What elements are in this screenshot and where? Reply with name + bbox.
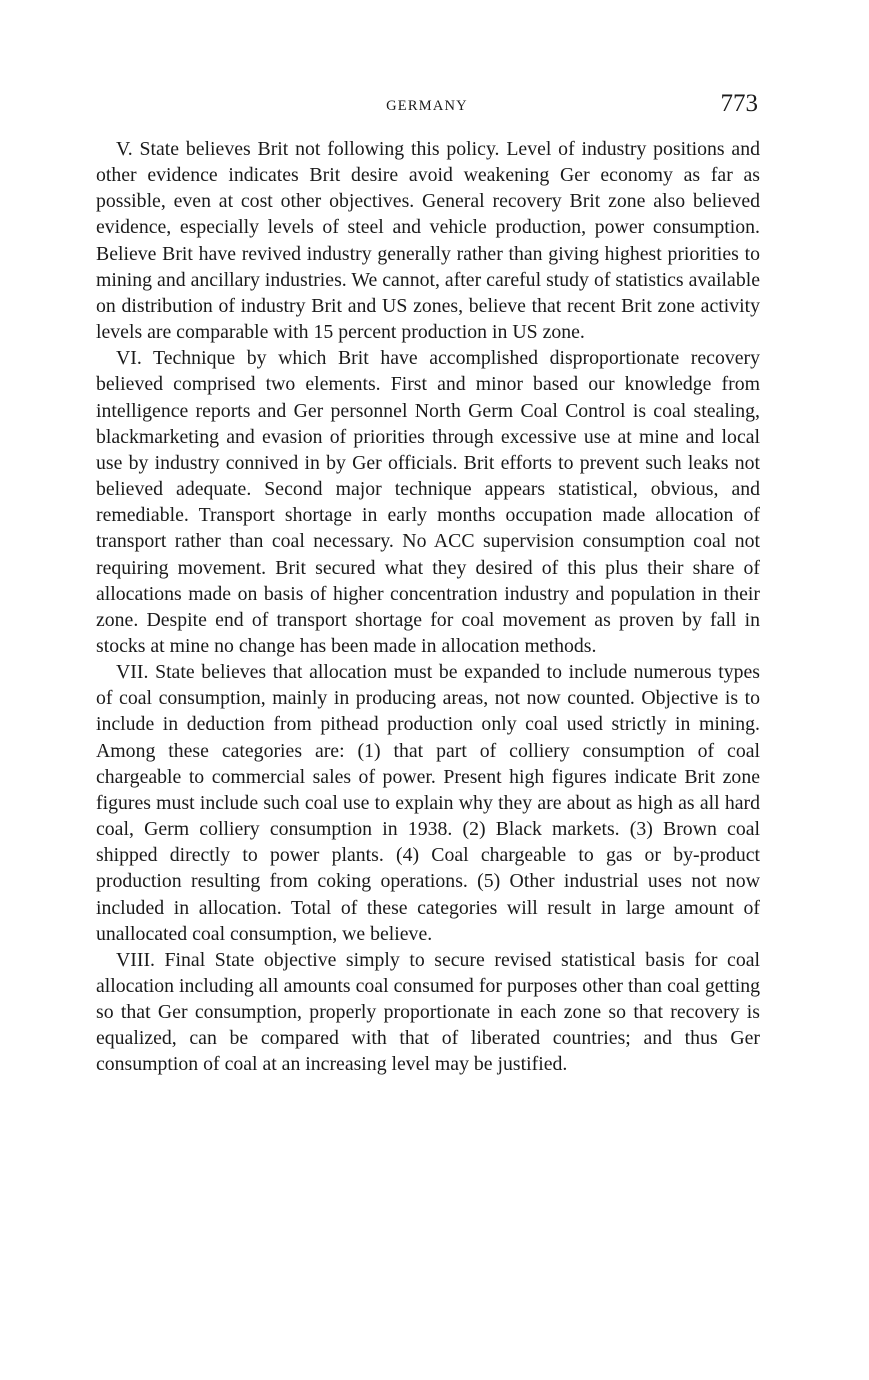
running-head — [96, 90, 758, 126]
paragraph-vii: VII. State believes that allocation must be expanded to include numerous types of coal consumption, mainly in producing areas, not now counted. Objective is to include in deduction from pithead production only coal used strictly in mining. Among these categories are: (1) that part of colliery consumption of coal chargeable to commercial sales of power. Present high figures indicate Brit zone figures must include such coal use to explain why they are about as high as all hard coal, Germ colliery consumption in 1938. (2) Black markets. (3) Brown coal shipped directly to power plants. (4) Coal chargeable to gas or by-product production resulting from coking operations. (5) Other industrial uses not now included in allocation. Total of these categories will result in large amount of unallocated coal consumption, we believe. — [96, 661, 760, 945]
paragraph-v: V. State believes Brit not following this policy. Level of industry positions and other evidence indicates Brit desire avoid weakening Ger economy as far as possible, even at cost other objectives. General recovery Brit zone also believed evidence, especially levels of steel and vehicle production, power consumption. Believe Brit have revived industry generally rather than giving highest priorities to mining and ancillary industries. We cannot, after careful study of statistics available on distribution of industry Brit and US zones, believe that recent Brit zone activity levels are comparable with 15 percent production in US zone. — [96, 138, 760, 344]
body-text — [96, 136, 760, 1078]
paragraph-vi: VI. Technique by which Brit have accomplished disproportionate recovery believed comprised two elements. First and minor based our knowledge from intelligence reports and Ger personnel North Germ Coal Control is coal stealing, blackmarketing and evasion of priorities through excessive use at mine and local use by industry connived in by Ger officials. Brit efforts to prevent such leaks not believed adequate. Second major technique appears statistical, obvious, and remediable. Transport shortage in early months occupation made allocation of transport rather than coal necessary. No ACC supervision consumption coal not requiring movement. Brit secured what they desired of this plus their share of allocations made on basis of higher concentration industry and population in their zone. Despite end of transport shortage for coal movement as proven by fall in stocks at mine no change has been made in allocation methods. — [96, 347, 760, 657]
paragraph-viii: VIII. Final State objective simply to secure revised statistical basis for coal allocation including all amounts coal consumed for purposes other than coal getting so that Ger consumption, properly proportionate in each zone so that recovery is equalized, can be compared with that of liberated countries; and thus Ger consumption of coal at an increasing level may be justified. — [96, 948, 760, 1076]
running-title: GERMANY — [386, 98, 468, 114]
page-number: 773 — [720, 90, 758, 117]
